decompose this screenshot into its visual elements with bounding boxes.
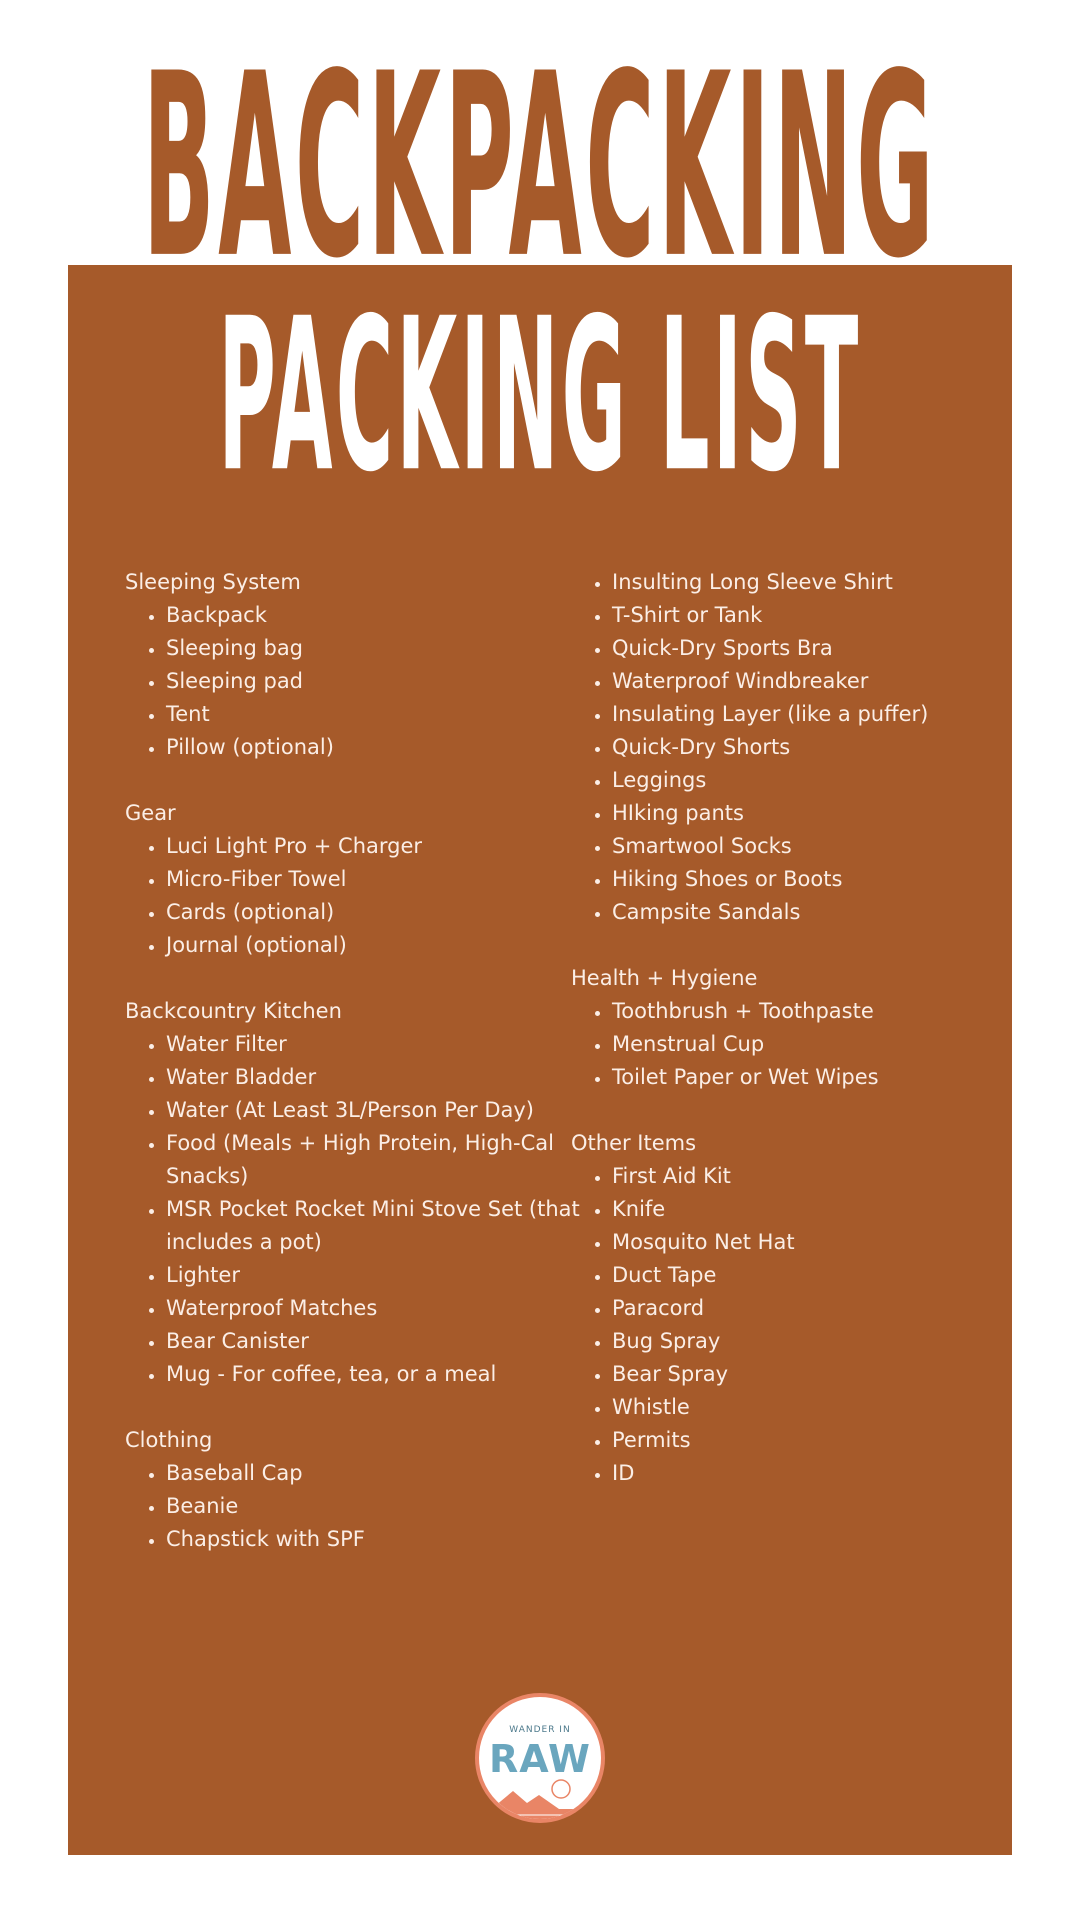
title-line-2: PACKING LIST xyxy=(218,274,862,520)
list-item: • Sleeping pad xyxy=(166,665,580,698)
list-item: • Micro-Fiber Towel xyxy=(166,863,580,896)
list-item: • T-Shirt or Tank xyxy=(612,599,991,632)
list-item: • Luci Light Pro + Charger xyxy=(166,830,580,863)
section xyxy=(125,797,580,962)
list-item: • Bear Canister xyxy=(166,1325,580,1358)
list-item: • Insulating Layer (like a puffer) xyxy=(612,698,991,731)
section-heading: Health + Hygiene xyxy=(571,966,758,990)
list-item: • Bug Spray xyxy=(612,1325,991,1358)
list-item: • Campsite Sandals xyxy=(612,896,991,929)
item-list xyxy=(125,1028,580,1391)
list-item: • Lighter xyxy=(166,1259,580,1292)
list-item: • Menstrual Cup xyxy=(612,1028,991,1061)
list-item: • Waterproof Matches xyxy=(166,1292,580,1325)
list-item: • Tent xyxy=(166,698,580,731)
list-item: • Baseball Cap xyxy=(166,1457,580,1490)
section-heading: Sleeping System xyxy=(125,570,301,594)
list-item: • First Aid Kit xyxy=(612,1160,991,1193)
list-item: • MSR Pocket Rocket Mini Stove Set (that includes a pot) xyxy=(166,1193,580,1259)
section-heading: Gear xyxy=(125,801,176,825)
list-item: • Beanie xyxy=(166,1490,580,1523)
item-list xyxy=(125,1457,580,1556)
list-item: • Water Filter xyxy=(166,1028,580,1061)
item-list xyxy=(125,830,580,962)
section xyxy=(571,1127,991,1490)
section xyxy=(125,566,580,764)
section xyxy=(125,1424,580,1556)
section xyxy=(571,962,991,1094)
item-list xyxy=(125,599,580,764)
list-item: • Bear Spray xyxy=(612,1358,991,1391)
right-column xyxy=(571,566,991,1523)
section xyxy=(125,995,580,1391)
list-item: • Water (At Least 3L/Person Per Day) xyxy=(166,1094,580,1127)
list-item: • Backpack xyxy=(166,599,580,632)
list-item: • Quick-Dry Shorts xyxy=(612,731,991,764)
list-item: • Mosquito Net Hat xyxy=(612,1226,991,1259)
list-item: • Water Bladder xyxy=(166,1061,580,1094)
list-item: • Mug - For coffee, tea, or a meal xyxy=(166,1358,580,1391)
list-item: • Waterproof Windbreaker xyxy=(612,665,991,698)
list-item: • ID xyxy=(612,1457,991,1490)
list-item: • Smartwool Socks xyxy=(612,830,991,863)
logo-top-text: WANDER IN xyxy=(509,1725,571,1735)
list-item: • HIking pants xyxy=(612,797,991,830)
list-item: • Insulting Long Sleeve Shirt xyxy=(612,566,991,599)
list-item: • Permits xyxy=(612,1424,991,1457)
logo-main-text: RAW xyxy=(489,1737,591,1781)
list-item: • Journal (optional) xyxy=(166,929,580,962)
list-item: • Food (Meals + High Protein, High-Cal Snacks) xyxy=(166,1127,580,1193)
list-item: • Pillow (optional) xyxy=(166,731,580,764)
list-item: • Duct Tape xyxy=(612,1259,991,1292)
section-heading: Backcountry Kitchen xyxy=(125,999,342,1023)
mountain-sun-icon xyxy=(479,1779,601,1819)
title-line-1: BACKPACKING xyxy=(142,19,938,314)
list-item: • Hiking Shoes or Boots xyxy=(612,863,991,896)
list-item: • Cards (optional) xyxy=(166,896,580,929)
section-heading: Clothing xyxy=(125,1428,213,1452)
list-item: • Sleeping bag xyxy=(166,632,580,665)
list-item: • Paracord xyxy=(612,1292,991,1325)
item-list xyxy=(571,566,991,929)
list-item: • Whistle xyxy=(612,1391,991,1424)
wander-in-raw-logo xyxy=(475,1693,605,1823)
list-item: • Quick-Dry Sports Bra xyxy=(612,632,991,665)
section-heading: Other Items xyxy=(571,1131,697,1155)
list-item: • Toilet Paper or Wet Wipes xyxy=(612,1061,991,1094)
list-item: • Leggings xyxy=(612,764,991,797)
item-list xyxy=(571,995,991,1094)
left-column xyxy=(125,566,580,1589)
list-item: • Toothbrush + Toothpaste xyxy=(612,995,991,1028)
list-item: • Knife xyxy=(612,1193,991,1226)
section xyxy=(571,566,991,929)
item-list xyxy=(571,1160,991,1490)
list-item: • Chapstick with SPF xyxy=(166,1523,580,1556)
